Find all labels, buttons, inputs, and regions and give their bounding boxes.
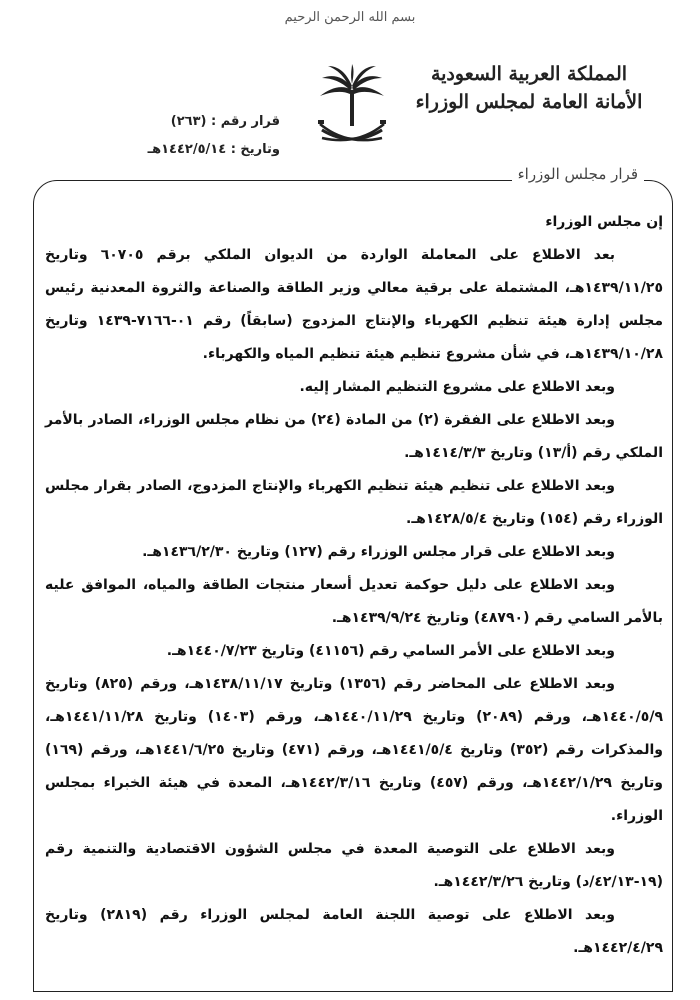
paragraph-8: وبعد الاطلاع على المحاضر رقم (١٣٥٦) وتاريخ ١٤٣٨/١١/١٧هـ، ورقم (٨٢٥) وتاريخ ١٤٤٠/٥/٩هـ، ورقم (٢٠٨٩) وتاريخ ١٤٤٠/١١/٢٩هـ، ورقم (١٤٠٣) وتاريخ ١٤٤١/١١/٢٨هـ، والمذكرات رقم (٣٥٢) وتاريخ ١٤٤١/٥/٤هـ، ورقم (٤٧١) وتاريخ ١٤٤١/٦/٢٥هـ، ورقم (١٦٩) وتاريخ ١٤٤٢/١/٢٩هـ، ورقم (٤٥٧) وتاريخ ١٤٤٢/٣/١٦هـ، المعدة في هيئة الخبراء بمجلس الوزراء.	[45, 676, 663, 824]
basmala: بسم الله الرحمن الرحيم	[284, 10, 416, 25]
paragraph-9: وبعد الاطلاع على التوصية المعدة في مجلس الشؤون الاقتصادية والتنمية رقم (١٩-٤٢/١٣/د) وتاريخ ١٤٤٢/٣/٢٦هـ.	[45, 841, 663, 890]
paragraph-3: وبعد الاطلاع على الفقرة (٢) من المادة (٢٤) من نظام مجلس الوزراء، الصادر بالأمر الملكي رقم (أ/١٣) وتاريخ ١٤١٤/٣/٣هـ.	[45, 412, 663, 461]
decision-meta	[100, 108, 280, 164]
kingdom-letterhead	[404, 60, 654, 116]
paragraph-5: وبعد الاطلاع على قرار مجلس الوزراء رقم (١٢٧) وتاريخ ١٤٣٦/٢/٣٠هـ.	[142, 544, 615, 560]
paragraph-6: وبعد الاطلاع على دليل حوكمة تعديل أسعار منتجات الطاقة والمياه، الموافق عليه بالأمر السامي رقم (٤٨٧٩٠) وتاريخ ١٤٣٩/٩/٢٤هـ.	[45, 577, 663, 626]
opening-line: إن مجلس الوزراء	[545, 214, 663, 230]
saudi-emblem-icon	[316, 64, 388, 152]
document-body	[45, 206, 663, 965]
decision-box-title: قرار مجلس الوزراء	[512, 165, 644, 183]
decision-date: وتاريخ : ١٤٤٢/٥/١٤هـ	[147, 142, 280, 157]
secretariat-name: الأمانة العامة لمجلس الوزراء	[415, 91, 643, 113]
decision-number: قرار رقم : (٢٦٣)	[170, 114, 280, 129]
kingdom-name: المملكة العربية السعودية	[430, 63, 628, 85]
paragraph-10: وبعد الاطلاع على توصية اللجنة العامة لمجلس الوزراء رقم (٢٨١٩) وتاريخ ١٤٤٢/٤/٢٩هـ.	[45, 907, 663, 956]
paragraph-7: وبعد الاطلاع على الأمر السامي رقم (٤١١٥٦) وتاريخ ١٤٤٠/٧/٢٣هـ.	[166, 643, 615, 659]
paragraph-1: بعد الاطلاع على المعاملة الواردة من الديوان الملكي برقم ٦٠٧٠٥ وتاريخ ١٤٣٩/١١/٢٥هـ، المشتملة على برقية معالي وزير الطاقة والصناعة والثروة المعدنية رئيس مجلس إدارة هيئة تنظيم الكهرباء والإنتاج المزدوج (سابقاً) رقم ٠١-٧١٦٦-١٤٣٩ وتاريخ ١٤٣٩/١٠/٢٨هـ، في شأن مشروع تنظيم هيئة تنظيم المياه والكهرباء.	[45, 247, 663, 362]
paragraph-2: وبعد الاطلاع على مشروع التنظيم المشار إليه.	[299, 379, 615, 395]
paragraph-4: وبعد الاطلاع على تنظيم هيئة تنظيم الكهرباء والإنتاج المزدوج، الصادر بقرار مجلس الوزراء رقم (١٥٤) وتاريخ ١٤٢٨/٥/٤هـ.	[45, 478, 663, 527]
